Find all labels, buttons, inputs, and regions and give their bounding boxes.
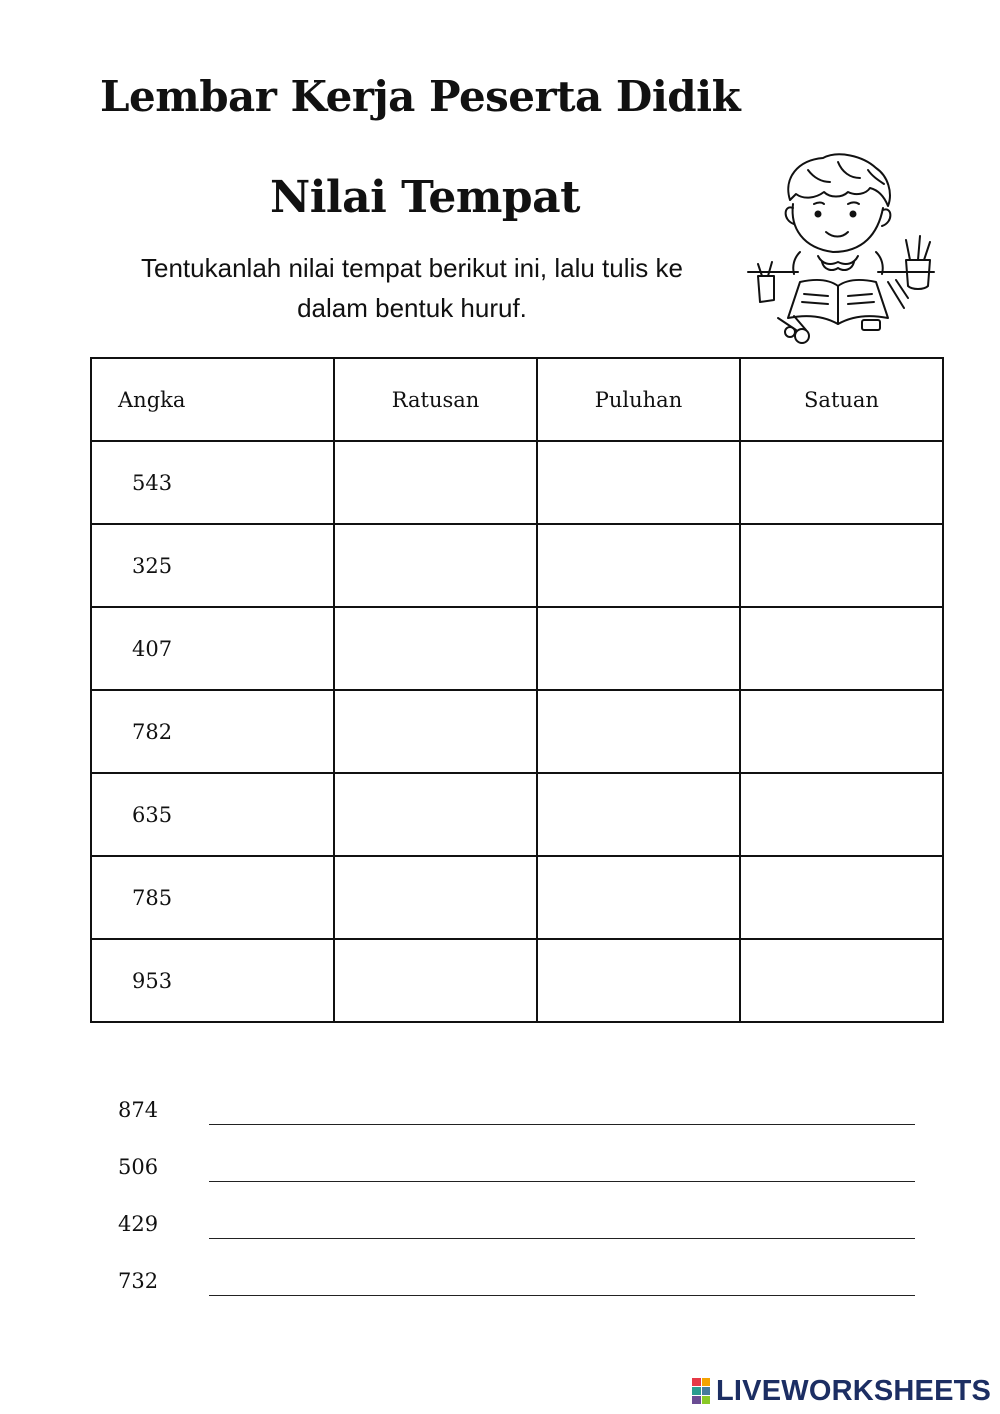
page-title: Lembar Kerja Peserta Didik: [100, 72, 741, 121]
satuan-answer-cell[interactable]: [740, 773, 943, 856]
puluhan-answer-cell[interactable]: [537, 856, 740, 939]
writing-line-number: 732: [118, 1269, 159, 1293]
table-row: [91, 773, 943, 856]
ratusan-answer-cell[interactable]: [334, 524, 537, 607]
satuan-answer-cell[interactable]: [740, 856, 943, 939]
writing-line-row: [118, 1208, 918, 1265]
puluhan-answer-cell[interactable]: [537, 939, 740, 1022]
table-row: [91, 524, 943, 607]
logo-text: LIVEWORKSHEETS: [716, 1374, 992, 1407]
instruction-line-1: Tentukanlah nilai tempat berikut ini, lalu tulis ke: [141, 253, 683, 283]
writing-line-row: [118, 1151, 918, 1208]
writing-lines-section: [118, 1094, 918, 1322]
logo-mark-cell: [702, 1387, 711, 1395]
table-row: [91, 690, 943, 773]
ratusan-answer-cell[interactable]: [334, 939, 537, 1022]
child-studying-illustration: [738, 148, 938, 348]
liveworksheets-logo: [692, 1374, 991, 1408]
puluhan-answer-cell[interactable]: [537, 690, 740, 773]
table-row: [91, 441, 943, 524]
page-subtitle: Nilai Tempat: [269, 172, 581, 223]
angka-cell: 782: [91, 690, 334, 773]
satuan-answer-cell[interactable]: [740, 939, 943, 1022]
answer-line[interactable]: [209, 1295, 915, 1296]
angka-cell: 543: [91, 441, 334, 524]
logo-mark-cell: [692, 1378, 701, 1386]
angka-cell: 325: [91, 524, 334, 607]
writing-line-number: 506: [118, 1155, 159, 1179]
writing-line-row: [118, 1265, 918, 1322]
instruction-text: [80, 248, 744, 328]
column-header-angka: Angka: [91, 358, 334, 441]
logo-mark-cell: [702, 1378, 711, 1386]
angka-cell: 953: [91, 939, 334, 1022]
puluhan-answer-cell[interactable]: [537, 773, 740, 856]
column-header-satuan: Satuan: [740, 358, 943, 441]
satuan-answer-cell[interactable]: [740, 690, 943, 773]
puluhan-answer-cell[interactable]: [537, 441, 740, 524]
ratusan-answer-cell[interactable]: [334, 607, 537, 690]
satuan-answer-cell[interactable]: [740, 441, 943, 524]
table-row: [91, 939, 943, 1022]
puluhan-answer-cell[interactable]: [537, 524, 740, 607]
liveworksheets-mark-icon: [692, 1378, 710, 1404]
answer-line[interactable]: [209, 1124, 915, 1125]
puluhan-answer-cell[interactable]: [537, 607, 740, 690]
logo-mark-cell: [692, 1387, 701, 1395]
answer-line[interactable]: [209, 1238, 915, 1239]
ratusan-answer-cell[interactable]: [334, 690, 537, 773]
satuan-answer-cell[interactable]: [740, 607, 943, 690]
logo-mark-cell: [702, 1396, 711, 1404]
ratusan-answer-cell[interactable]: [334, 773, 537, 856]
place-value-table: [90, 357, 944, 1023]
satuan-answer-cell[interactable]: [740, 524, 943, 607]
writing-line-number: 874: [118, 1098, 159, 1122]
table-row: [91, 607, 943, 690]
answer-line[interactable]: [209, 1181, 915, 1182]
instruction-line-2: dalam bentuk huruf.: [297, 293, 527, 323]
ratusan-answer-cell[interactable]: [334, 856, 537, 939]
logo-mark-cell: [692, 1396, 701, 1404]
column-header-puluhan: Puluhan: [537, 358, 740, 441]
table-row: [91, 856, 943, 939]
ratusan-answer-cell[interactable]: [334, 441, 537, 524]
writing-line-row: [118, 1094, 918, 1151]
writing-line-number: 429: [118, 1212, 159, 1236]
table-header-row: [91, 358, 943, 441]
angka-cell: 635: [91, 773, 334, 856]
column-header-ratusan: Ratusan: [334, 358, 537, 441]
angka-cell: 407: [91, 607, 334, 690]
angka-cell: 785: [91, 856, 334, 939]
